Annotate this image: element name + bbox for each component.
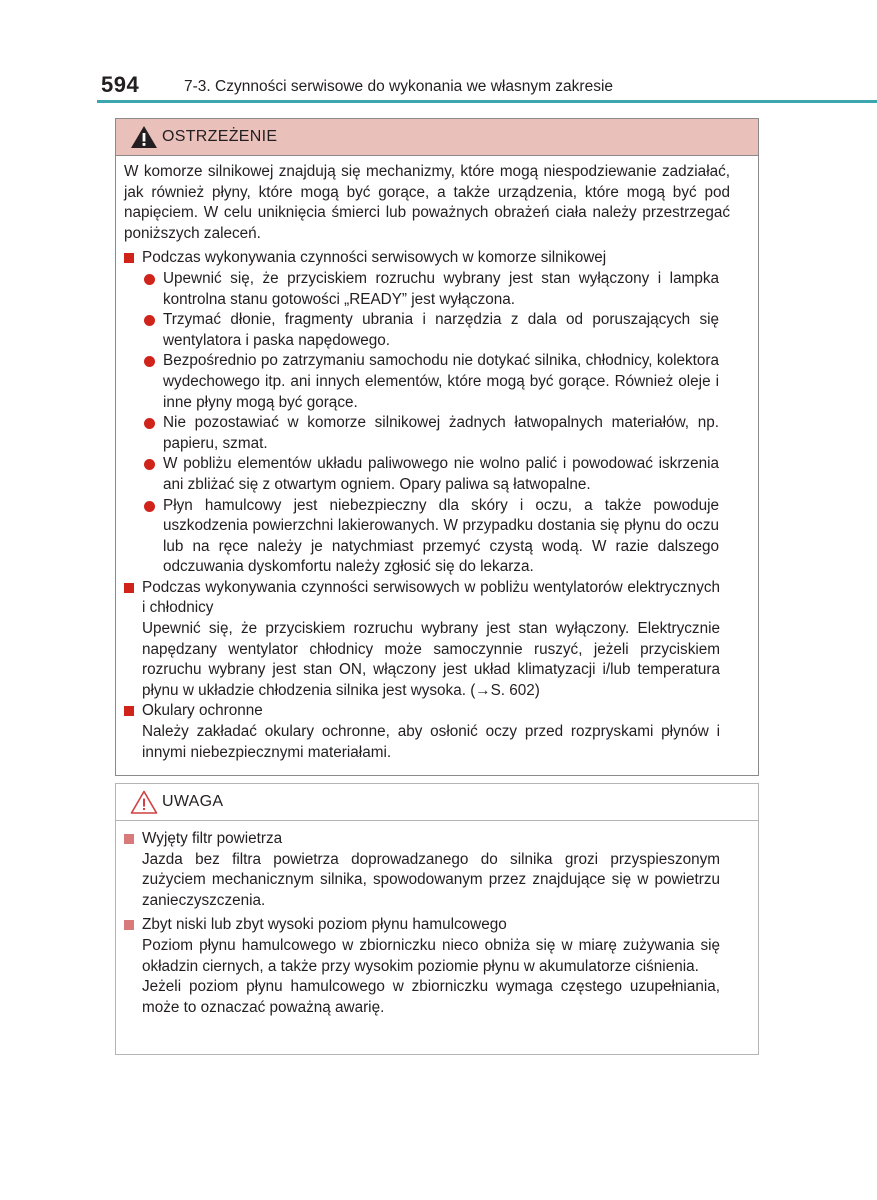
warning-box [115,118,759,776]
notice-title: UWAGA [162,793,224,810]
bullet-text: Płyn hamulcowy jest niebezpieczny dla skóry i oczu, a także powoduje uszkodzenia powierzchni lakierowanych. W przypadku dostania się płynu do oczu lub na ręce należy je natychmiast przemyć czystą wodą. W razie dalszego odczuwania dyskomfortu należy zgłosić się do lekarza. [163,496,719,576]
list-item [140,496,758,578]
round-bullet-icon [144,274,155,285]
square-bullet-icon [124,706,134,716]
warning-triangle-icon [130,124,158,150]
section-heading [120,248,758,269]
section-text: Upewnić się, że przyciskiem rozruchu wybrany jest stan wyłączony. Elektrycznie napędzany wentylator chłodnicy może samoczynnie ruszyć, jeżeli przyciskiem rozruchu wybrany jest stan ON, włączony jest układ klimatyzacji i/lub temperatura płynu w układzie chłodzenia silnika jest wysoka. (→S. 602) [142,620,720,699]
warning-intro: W komorze silnikowej znajdują się mechanizmy, które mogą niespodziewanie zadziałać, jak również płyny, które mogą być gorące, a także urządzenia, które mogą być pod napięciem. W celu uniknięcia śmierci lub poważnych obrażeń ciała należy przestrzegać poniższych zaleceń. [124,163,730,242]
list-item [140,454,758,495]
bullet-text: Upewnić się, że przyciskiem rozruchu wybrany jest stan wyłączony i lampka kontrolna stanu gotowości „READY” jest wyłączona. [163,269,719,308]
section-title-text: Okulary ochronne [142,702,263,720]
list-item [140,351,758,413]
caution-triangle-icon [130,789,158,815]
square-bullet-icon [124,920,134,930]
section-text: Poziom płynu hamulcowego w zbiorniczku nieco obniża się w miarę zużywania się okładzin ciernych, a także przy wysokim poziomie płynu w akumulatorze ciśnienia. [142,936,720,975]
section-title-text: Zbyt niski lub zbyt wysoki poziom płynu hamulcowego [142,916,507,934]
round-bullet-icon [144,356,155,367]
bullet-text: Trzymać dłonie, fragmenty ubrania i narzędzia z dala od poruszających się wentylatora i paska napędowego. [163,311,719,349]
square-bullet-icon [124,834,134,844]
section-text: Jazda bez filtra powietrza doprowadzanego do silnika grozi przyspieszonym zużyciem mechanicznym silnika, spowodowanym przez znajdujące się w powietrzu zanieczyszczenia. [142,850,720,909]
section-heading [120,578,758,619]
header-rule [97,100,877,103]
warning-section-goggles [116,701,758,763]
section-text: Należy zakładać okulary ochronne, aby osłonić oczy przed rozpryskami płynów i innymi niebezpiecznymi materiałami. [142,723,720,761]
section-text: Jeżeli poziom płynu hamulcowego w zbiorniczku wymaga częstego uzupełniania, może to oznaczać poważną awarię. [142,978,720,1016]
bullet-text: W pobliżu elementów układu paliwowego nie wolno palić i powodować iskrzenia ani zbliżać się z otwartym ogniem. Opary paliwa są łatwopalne. [163,455,719,493]
bullet-text: Bezpośrednio po zatrzymaniu samochodu nie dotykać silnika, chłodnicy, kolektora wydechowego itp. ani innych elementów, które mogą być gorące. Również oleje i inne płyny mogą być gorące. [163,352,719,411]
warning-section-engine [116,248,758,578]
round-bullet-icon [144,501,155,512]
notice-header [116,784,758,821]
section-heading [120,701,758,722]
page-number: 594 [101,72,140,97]
list-item [140,269,758,310]
section-heading [120,829,758,850]
round-bullet-icon [144,315,155,326]
notice-body [116,821,758,1018]
section-heading [120,915,758,936]
square-bullet-icon [124,253,134,263]
warning-body [116,156,758,763]
warning-section-fans [116,578,758,702]
square-bullet-icon [124,583,134,593]
list-item [140,310,758,351]
page-header [0,0,877,106]
notice-box [115,783,759,1055]
list-item [140,413,758,454]
round-bullet-icon [144,459,155,470]
section-title-text: Podczas wykonywania czynności serwisowych w komorze silnikowej [142,249,607,267]
notice-section-brake-fluid [116,915,758,1018]
warning-title: OSTRZEŻENIE [162,128,278,145]
notice-section-air-filter [116,829,758,911]
warning-header [116,119,758,156]
section-title-text: Wyjęty filtr powietrza [142,830,283,847]
section-title-text: Podczas wykonywania czynności serwisowych w pobliżu wentylatorów elektrycznych i chłodnicy [142,578,720,617]
round-bullet-icon [144,418,155,429]
section-title: 7-3. Czynności serwisowe do wykonania we własnym zakresie [184,78,614,95]
bullet-text: Nie pozostawiać w komorze silnikowej żadnych łatwopalnych materiałów, np. papieru, szmat. [163,414,719,452]
